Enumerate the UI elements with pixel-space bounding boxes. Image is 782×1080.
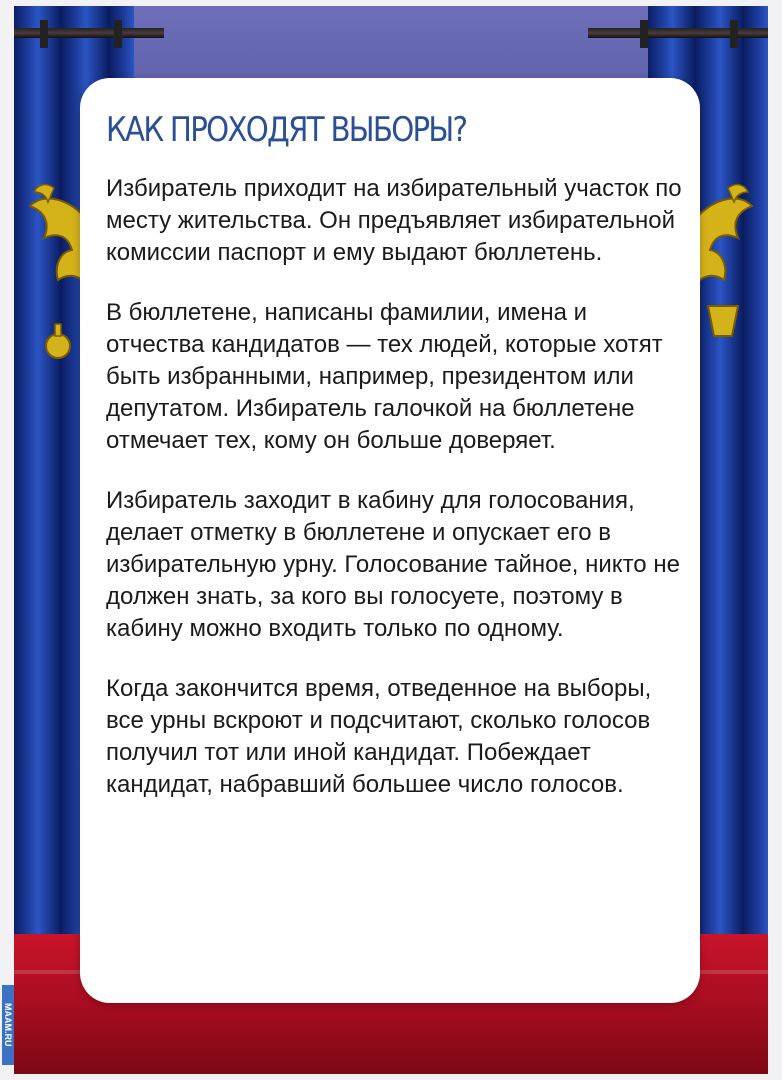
curtain-rod-icon bbox=[588, 28, 768, 38]
watermark: MAAM.RU bbox=[2, 985, 14, 1065]
curtain-ring-icon bbox=[730, 20, 738, 48]
curtain-rod-icon bbox=[14, 28, 164, 38]
paragraph-voting-booth: Избиратель заходит в кабину для голосования, делает отметку в бюллетене и опускает его в избирательную урну. Голосование тайное, никто не должен знать, за кого вы голосуете, поэтому в кабину можно входить только по одному. bbox=[106, 487, 680, 642]
curtain-ring-icon bbox=[114, 20, 122, 48]
curtain-ring-icon bbox=[40, 20, 48, 48]
info-card bbox=[80, 78, 700, 1003]
paragraph-ballot: В бюллетене, написаны фамилии, имена и отчества кандидатов — тех людей, которые хотят быть избранными, например, президентом или депутатом. Избиратель галочкой на бюллетене отмечает тех, кому он больше доверяет. bbox=[106, 299, 663, 454]
card-body bbox=[106, 173, 684, 829]
paragraph-voter-arrives: Избиратель приходит на избирательный участок по месту жительства. Он предъявляет избирательной комиссии паспорт и ему выдают бюллетень. bbox=[106, 175, 682, 266]
curtain-ring-icon bbox=[640, 20, 648, 48]
paragraph-counting: Когда закончится время, отведенное на выборы, все урны вскроют и подсчитают, сколько голосов получил тот или иной кандидат. Побеждает кандидат, набравший большее число голосов. bbox=[106, 675, 652, 798]
card-title: КАК ПРОХОДЯТ ВЫБОРЫ? bbox=[106, 110, 467, 150]
